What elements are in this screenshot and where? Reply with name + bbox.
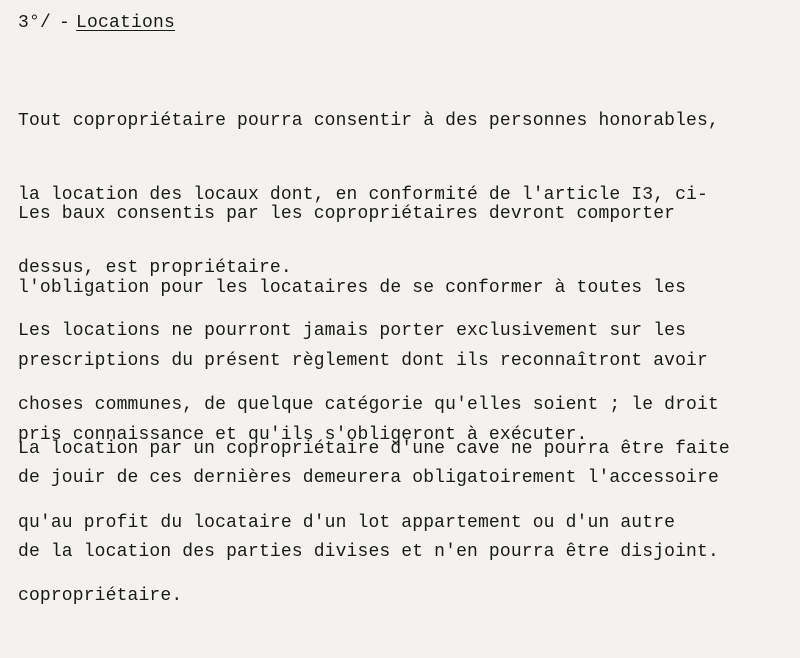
section-number: 3°/: [18, 13, 52, 33]
text-line: la location des locaux dont, en conformité de l'article I3, ci-: [18, 184, 708, 205]
text-line: de jouir de ces dernières demeurera obligatoirement l'accessoire: [18, 468, 719, 488]
text-line: Tout copropriétaire pourra consentir à des personnes honorables,: [18, 111, 719, 131]
heading-dash: -: [59, 13, 71, 33]
section-title: Locations: [76, 13, 176, 33]
text-line: Les locations ne pourront jamais porter exclusivement sur les: [18, 321, 687, 341]
text-line: Les baux consentis par les copropriétaires devront comporter: [18, 204, 676, 224]
section-heading: [18, 10, 175, 36]
text-line: pris connaissance et qu'ils s'obligeront à exécuter.: [18, 424, 588, 445]
text-line: La location par un copropriétaire d'une cave ne pourra être faite: [18, 439, 730, 459]
paragraph-cellar-rental: [18, 388, 730, 658]
text-line: dessus, est propriétaire.: [18, 258, 292, 278]
text-line: prescriptions du présent règlement dont ils reconnaîtront avoir: [18, 351, 708, 371]
text-line: de la location des parties divises et n'en pourra être disjoint.: [18, 541, 719, 562]
text-line: l'obligation pour les locataires de se conformer à toutes les: [18, 277, 687, 298]
text-line: choses communes, de quelque catégorie qu'elles soient ; le droit: [18, 394, 719, 415]
text-line: copropriétaire.: [18, 586, 183, 606]
text-line: qu'au profit du locataire d'un lot appartement ou d'un autre: [18, 512, 676, 533]
